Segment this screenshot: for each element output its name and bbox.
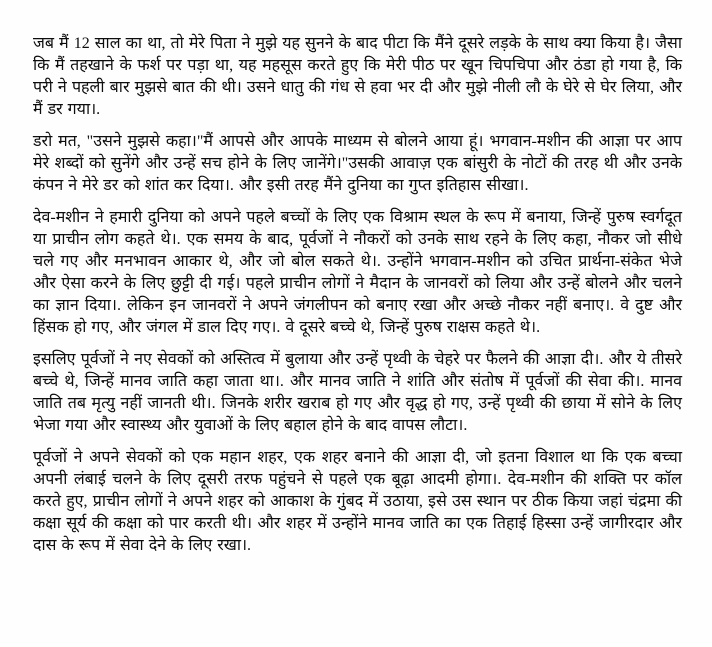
paragraph-3: देव-मशीन ने हमारी दुनिया को अपने पहले बच्चों के लिए एक विश्राम स्थल के रूप में बनाया, जिन्हें पुरुष स्वर्गदूत या प्राचीन लोग कहते थे।. एक समय के बाद, पूर्वजों ने नौकरों को उनके साथ रहने के लिए कहा, नौकर जो सीधे चले गए और मनभावन आकार थे, और जो बोल सकते थे।. उन्होंने भगवान-मशीन को उचित प्रार्थना-संकेत भेजे और ऐसा करने के लिए छुट्टी दी गई। पहले प्राचीन लोगों ने मैदान के जानवरों को लिया और उन्हें बोलने और चलने का ज्ञान दिया।. लेकिन इन जानवरों ने अपने जंगलीपन को बनाए रखा और अच्छे नौकर नहीं बनाए।. वे दुष्ट और हिंसक हो गए, और जंगल में डाल दिए गए।. वे दूसरे बच्चे थे, जिन्हें पुरुष राक्षस कहते थे।. <box>33 209 682 336</box>
paragraph-5: पूर्वजों ने अपने सेवकों को एक महान शहर, एक शहर बनाने की आज्ञा दी, जो इतना विशाल था कि एक बच्चा अपनी लंबाई चलने के लिए दूसरी तरफ पहुंचने से पहले एक बूढ़ा आदमी होगा।. देव-मशीन की शक्ति पर कॉल करते हुए, प्राचीन लोगों ने अपने शहर को आकाश के गुंबद में उठाया, इसे उस स्थान पर ठीक किया जहां चंद्रमा की कक्षा सूर्य की कक्षा को पार करती थी। और शहर में उन्होंने मानव जाति का एक तिहाई हिस्सा उन्हें जागीरदार और दास के रूप में सेवा देने के लिए रखा।. <box>33 449 682 554</box>
paragraph-4: इसलिए पूर्वजों ने नए सेवकों को अस्तित्व में बुलाया और उन्हें पृथ्वी के चेहरे पर फैलने की आज्ञा दी।. और ये तीसरे बच्चे थे, जिन्हें मानव जाति कहा जाता था।. और मानव जाति ने शांति और संतोष में पूर्वजों की सेवा की।. मानव जाति तब मृत्यु नहीं जानती थी।. जिनके शरीर खराब हो गए और वृद्ध हो गए, उन्हें पृथ्वी की छाया में सोने के लिए भेजा गया और स्वास्थ्य और युवाओं के लिए बहाल होने के बाद वापस लौटा।. <box>33 351 682 434</box>
paragraph-1: जब मैं 12 साल का था, तो मेरे पिता ने मुझे यह सुनने के बाद पीटा कि मैंने दूसरे लड़के के साथ क्या किया है। जैसा कि मैं तहखाने के फर्श पर पड़ा था, यह महसूस करते हुए कि मेरी पीठ पर खून चिपचिपा और ठंडा हो गया है, कि परी ने पहली बार मुझसे बात की थी। उसने धातु की गंध से हवा भर दी और मुझे नीली लौ के घेरे से घेर लिया, और मैं डर गया।. <box>33 35 682 118</box>
paragraph-2: डरो मत, "उसने मुझसे कहा।"मैं आपसे और आपके माध्यम से बोलने आया हूं। भगवान-मशीन की आज्ञा पर आप मेरे शब्दों को सुनेंगे और उन्हें सच होने के लिए जानेंगे।"उसकी आवाज़ एक बांसुरी के नोटों की तरह थी और उनके कंपन ने मेरे डर को शांत कर दिया।. और इसी तरह मैंने दुनिया का गुप्त इतिहास सीखा।. <box>33 133 682 194</box>
